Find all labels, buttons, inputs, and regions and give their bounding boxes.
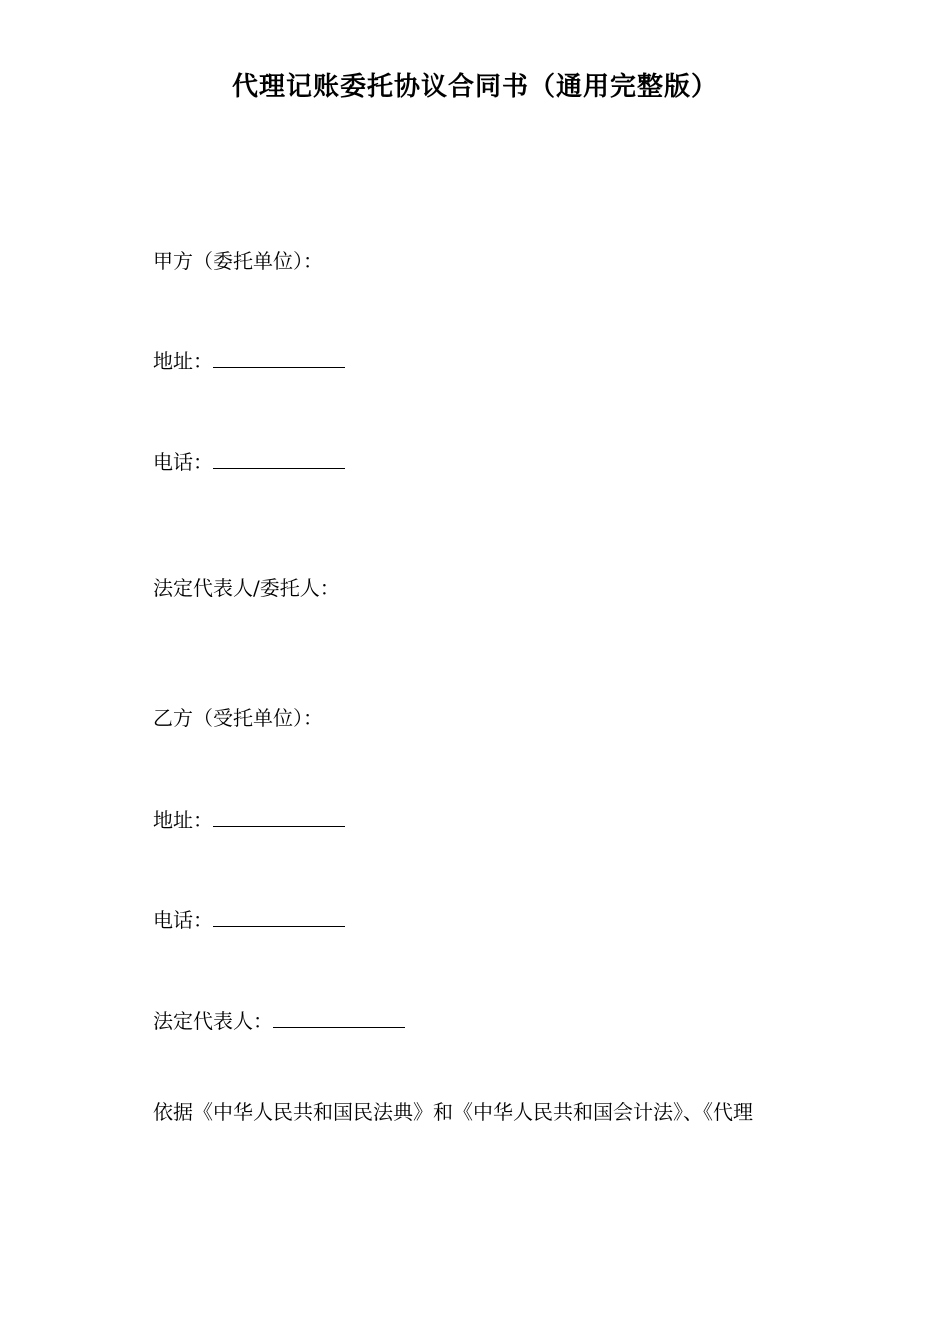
party-a-representative: 法定代表人/委托人： [153, 576, 340, 600]
party-a-address-label: 地址： [153, 349, 213, 373]
party-b-representative-row [153, 1007, 405, 1034]
party-b-phone-blank [213, 906, 345, 927]
party-b-address-blank [213, 806, 345, 827]
party-b-phone-row [153, 906, 345, 933]
party-a-address-blank [213, 347, 345, 368]
party-a-phone-row [153, 448, 345, 475]
party-a-address-row [153, 347, 345, 374]
party-b-address-row [153, 806, 345, 833]
party-a-phone-label: 电话： [153, 450, 213, 474]
party-a-heading: 甲方（委托单位）： [153, 249, 323, 273]
party-b-representative-label: 法定代表人： [153, 1009, 273, 1033]
party-b-address-label: 地址： [153, 808, 213, 832]
party-b-heading: 乙方（受托单位）： [153, 706, 323, 730]
body-paragraph: 依据《中华人民共和国民法典》和《中华人民共和国会计法》、《代理 [153, 1100, 753, 1124]
document-title: 代理记账委托协议合同书（通用完整版） [231, 72, 718, 102]
party-a-phone-blank [213, 448, 345, 469]
party-b-representative-blank [273, 1007, 405, 1028]
party-b-phone-label: 电话： [153, 908, 213, 932]
